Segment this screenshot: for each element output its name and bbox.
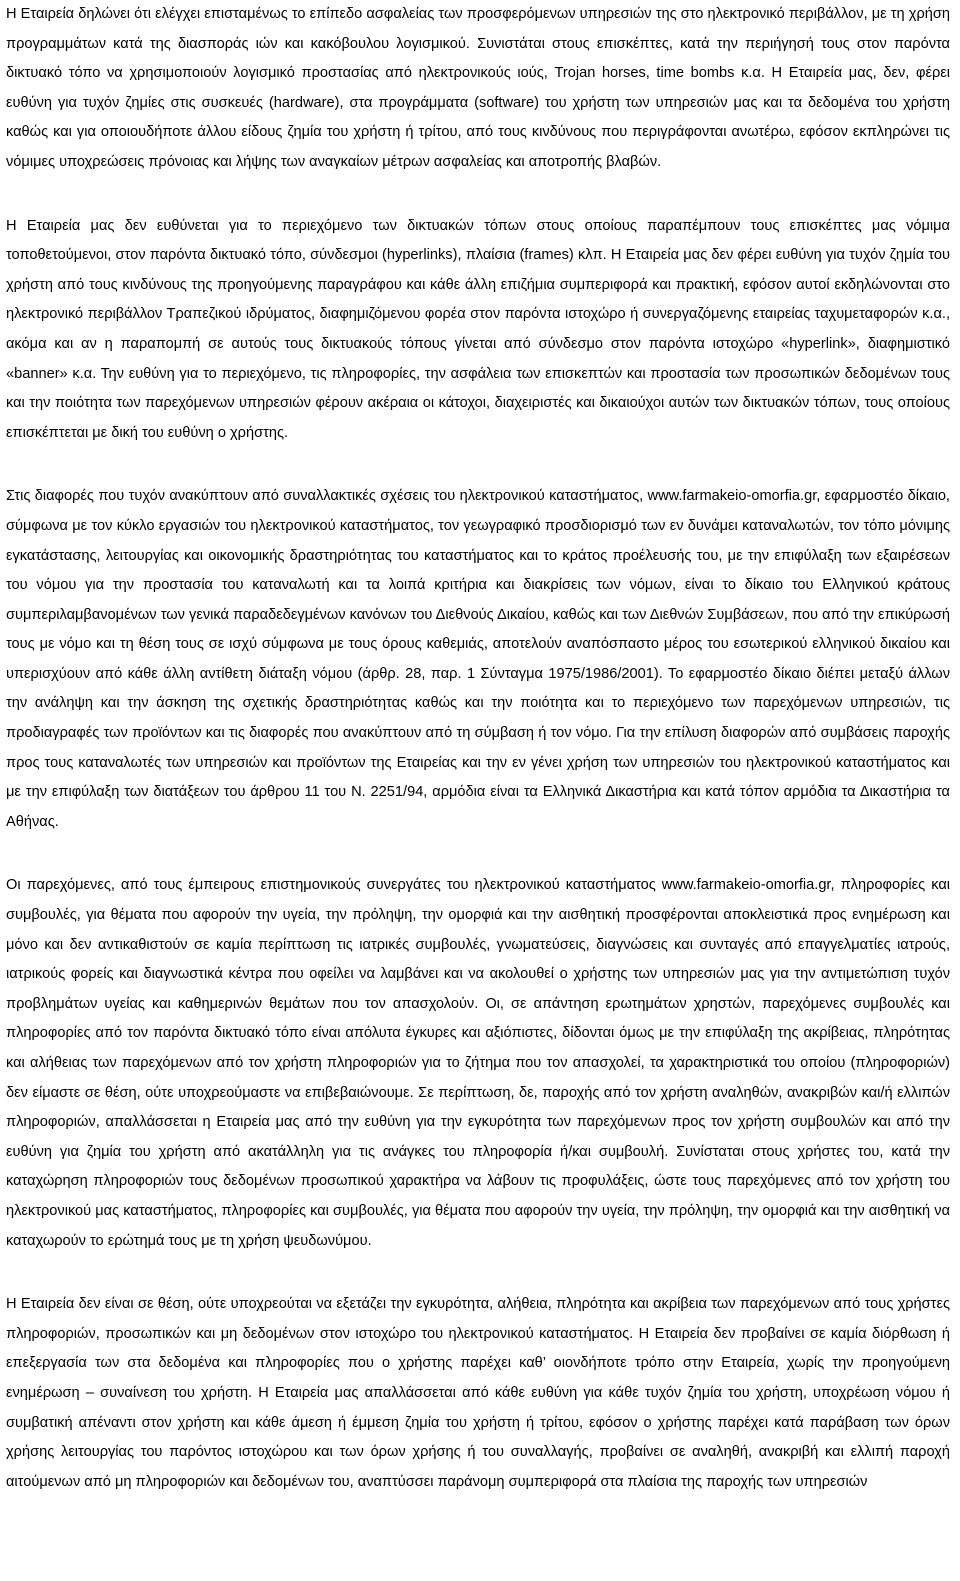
paragraph-gap bbox=[6, 178, 950, 212]
paragraph-applicable-law: Στις διαφορές που τυχόν ανακύπτουν από συναλλακτικές σχέσεις του ηλεκτρονικού καταστήματος, www.farmakeio-omorfia.gr, εφαρμοστέο δίκαιο, σύμφωνα με τον κύκλο εργασιών του ηλεκτρονικού καταστήματος, τον γεωγραφικό προσδιορισμό των εν δυνάμει καταναλωτών, τον τόπο μόνιμης εγκατάστασης, λειτουργίας και οικονομικής δραστηριότητας του καταστήματος και το κράτος προέλευσής του, με την επιφύλαξη των εξαιρέσεων του νόμου για την προστασία του καταναλωτή και τα λοιπά κριτήρια και διακρίσεις των νόμων, είναι το δίκαιο του Ελληνικού κράτους συμπεριλαμβανομένων των γενικά παραδεδεγμένων κανόνων του Διεθνούς Δικαίου, καθώς και των Διεθνών Συμβάσεων, που από την επικύρωσή τους με νόμο και τη θέση τους σε ισχύ σύμφωνα με τους όρους καθεμιάς, αποτελούν αναπόσπαστο μέρος του εσωτερικού ελληνικού δικαίου και υπερισχύουν από κάθε άλλη αντίθετη διάταξη νόμου (άρθρ. 28, παρ. 1 Σύνταγμα 1975/1986/2001). Το εφαρμοστέο δίκαιο διέπει μεταξύ άλλων την ανάληψη και την άσκηση της σχετικής δραστηριότητας καθώς και την ποιότητα και το περιεχόμενο των παρεχόμενων υπηρεσιών, τις προδιαγραφές των προϊόντων και τις διαφορές που ανακύπτουν από τη σύμβαση ή τον νόμο. Για την επίλυση διαφορών από συμβάσεις παροχής προς τους καταναλωτές των υπηρεσιών και προϊόντων της Εταιρείας και την εν γένει χρήση των υπηρεσιών του ηλεκτρονικού καταστήματος και με την επιφύλαξη των διατάξεων του άρθρου 11 του Ν. 2251/94, αρμόδια είναι τα Ελληνικά Δικαστήρια και κατά τόπον αρμόδια τα Δικαστήρια τα Αθήνας. bbox=[6, 488, 950, 830]
paragraph-health-advice: Οι παρεχόμενες, από τους έμπειρους επιστημονικούς συνεργάτες του ηλεκτρονικού καταστήματος www.farmakeio-omorfia.gr, πληροφορίες και συμβουλές, για θέματα που αφορούν την υγεία, την πρόληψη, την ομορφιά και την αισθητική προσφέρονται αποκλειστικά προς ενημέρωση και μόνο και δεν αντικαθιστούν σε καμία περίπτωση τις ιατρικές συμβουλές, γνωματεύσεις, διαγνώσεις και συνταγές από επαγγελματίες ιατρούς, ιατρικούς φορείς και διαγνωστικά κέντρα που οφείλει να λαμβάνει και να ακολουθεί ο χρήστης των υπηρεσιών μας για την αντιμετώπιση τυχόν προβλημάτων υγείας και καθημερινών θεμάτων που τον απασχολούν. Οι, σε απάντηση ερωτημάτων χρηστών, παρεχόμενες συμβουλές και πληροφορίες από τον παρόντα δικτυακό τόπο είναι απόλυτα έγκυρες και αξιόπιστες, δίδονται όμως με την επιφύλαξη της ακρίβειας, πληρότητας και αλήθειας των παρεχόμενων από τον χρήστη πληροφοριών για το ζήτημα που τον απασχολεί, τα χαρακτηριστικά του οποίου (πληροφοριών) δεν είμαστε σε θέση, ούτε υποχρεούμαστε να επιβεβαιώνουμε. Σε περίπτωση, δε, παροχής από τον χρήστη αναληθών, ανακριβών και/ή ελλιπών πληροφοριών, απαλλάσσεται η Εταιρεία μας από την ευθύνη για την εγκυρότητα των παρεχόμενων προς τον χρήστη συμβουλών και από την ευθύνη για ζημία του χρήστη από ακατάλληλη για τις ανάγκες του πληροφορία ή/και συμβουλή. Συνίσταται στους χρήστες του, κατά την καταχώρηση πληροφοριών τους δεδομένων προσωπικού χαρακτήρα να λάβουν τις προφυλάξεις, ώστε τους παρεχόμενες από τον χρήστη του ηλεκτρονικού μας καταστήματος, πληροφορίες και συμβουλές, για θέματα που αφορούν την υγεία, την πρόληψη, την ομορφιά και την αισθητική να καταχωρούν το ερώτημά τους με τη χρήση ψευδωνύμου. bbox=[6, 877, 950, 1249]
paragraph-user-data: Η Εταιρεία δεν είναι σε θέση, ούτε υποχρεούται να εξετάζει την εγκυρότητα, αλήθεια, πληρότητα και ακρίβεια των παρεχόμενων από τους χρήστες πληροφοριών, προσωπικών και μη δεδομένων στον ιστοχώρο του ηλεκτρονικού καταστήματος. Η Εταιρεία δεν προβαίνει σε καμία διόρθωση ή επεξεργασία των στα δεδομένα και πληροφορίες που ο χρήστης παρέχει καθ’ οιονδήποτε τρόπο στην Εταιρεία, χωρίς την προηγούμενη ενημέρωση – συναίνεση του χρήστη. Η Εταιρεία μας απαλλάσσεται από κάθε ευθύνη για κάθε τυχόν ζημία του χρήστη, υποχρέωση νόμου ή συμβατική απέναντι στον χρήστη και κάθε άμεση ή έμμεση ζημία του χρήστη ή τρίτου, εφόσον ο χρήστης παρέχει κατά παράβαση των όρων χρήσης λειτουργίας του παρόντος ιστοχώρου και των όρων χρήσης ή του συναλλαγής, προβαίνει σε αναληθή, ανακριβή και ελλιπή παροχή αιτούμενων από μη πληροφοριών και δεδομένων του, αναπτύσσει παράνομη συμπεριφορά στα πλαίσια της παροχής των υπηρεσιών bbox=[6, 1296, 950, 1490]
document-page bbox=[6, 0, 950, 1497]
paragraph-gap bbox=[6, 448, 950, 482]
paragraph-gap bbox=[6, 1256, 950, 1290]
paragraph-security: Η Εταιρεία δηλώνει ότι ελέγχει επισταμένως το επίπεδο ασφαλείας των προσφερόμενων υπηρεσιών της στο ηλεκτρονικό περιβάλλον, με τη χρήση προγραμμάτων κατά της διασποράς ιών και κακόβουλου λογισμικού. Συνιστάται στους επισκέπτες, κατά την περιήγησή τους στον παρόντα δικτυακό τόπο να χρησιμοποιούν λογισμικό προστασίας από ηλεκτρονικούς ιούς, Trojan horses, time bombs κ.α. Η Εταιρεία μας, δεν, φέρει ευθύνη για τυχόν ζημίες στις συσκευές (hardware), στα προγράμματα (software) του χρήστη των υπηρεσιών μας και τα δεδομένα του χρήστη καθώς και για οποιουδήποτε άλλου είδους ζημία του χρήστη ή τρίτου, από τους κινδύνους που περιγράφονται ανωτέρω, εφόσον εκπληρώνει τις νόμιμες υποχρεώσεις πρόνοιας και λήψης των αναγκαίων μέτρων ασφαλείας και αποτροπής βλαβών. bbox=[6, 6, 950, 170]
paragraph-gap bbox=[6, 837, 950, 871]
paragraph-external-links: Η Εταιρεία μας δεν ευθύνεται για το περιεχόμενο των δικτυακών τόπων στους οποίους παραπέμπουν τους επισκέπτες μας νόμιμα τοποθετούμενοι, στον παρόντα δικτυακό τόπο, σύνδεσμοι (hyperlinks), πλαίσια (frames) κλπ. Η Εταιρεία μας δεν φέρει ευθύνη για τυχόν ζημία του χρήστη από τους κινδύνους της προηγούμενης παραγράφου και κάθε άλλη επιζήμια συμπεριφορά και πρακτική, εφόσον αυτοί εκδηλώνονται στο ηλεκτρονικό περιβάλλον Τραπεζικού ιδρύματος, διαφημιζόμενου φορέα στον παρόντα ιστοχώρο ή συνεργαζόμενης εταιρείας ταχυμεταφορών κ.α., ακόμα και αν η παραπομπή σε αυτούς τους δικτυακούς τόπους γίνεται από σύνδεσμο στον παρόντα ιστοχώρο «hyperlink», διαφημιστικό «banner» κ.α. Την ευθύνη για το περιεχόμενο, τις πληροφορίες, την ασφάλεια των επισκεπτών και προστασία των προσωπικών δεδομένων τους και την ποιότητα των παρεχόμενων υπηρεσιών φέρουν ακέραια οι κάτοχοι, διαχειριστές και δικαιούχοι αυτών των δικτυακών τόπων, τους οποίους επισκέπτεται με δική του ευθύνη ο χρήστης. bbox=[6, 217, 950, 441]
